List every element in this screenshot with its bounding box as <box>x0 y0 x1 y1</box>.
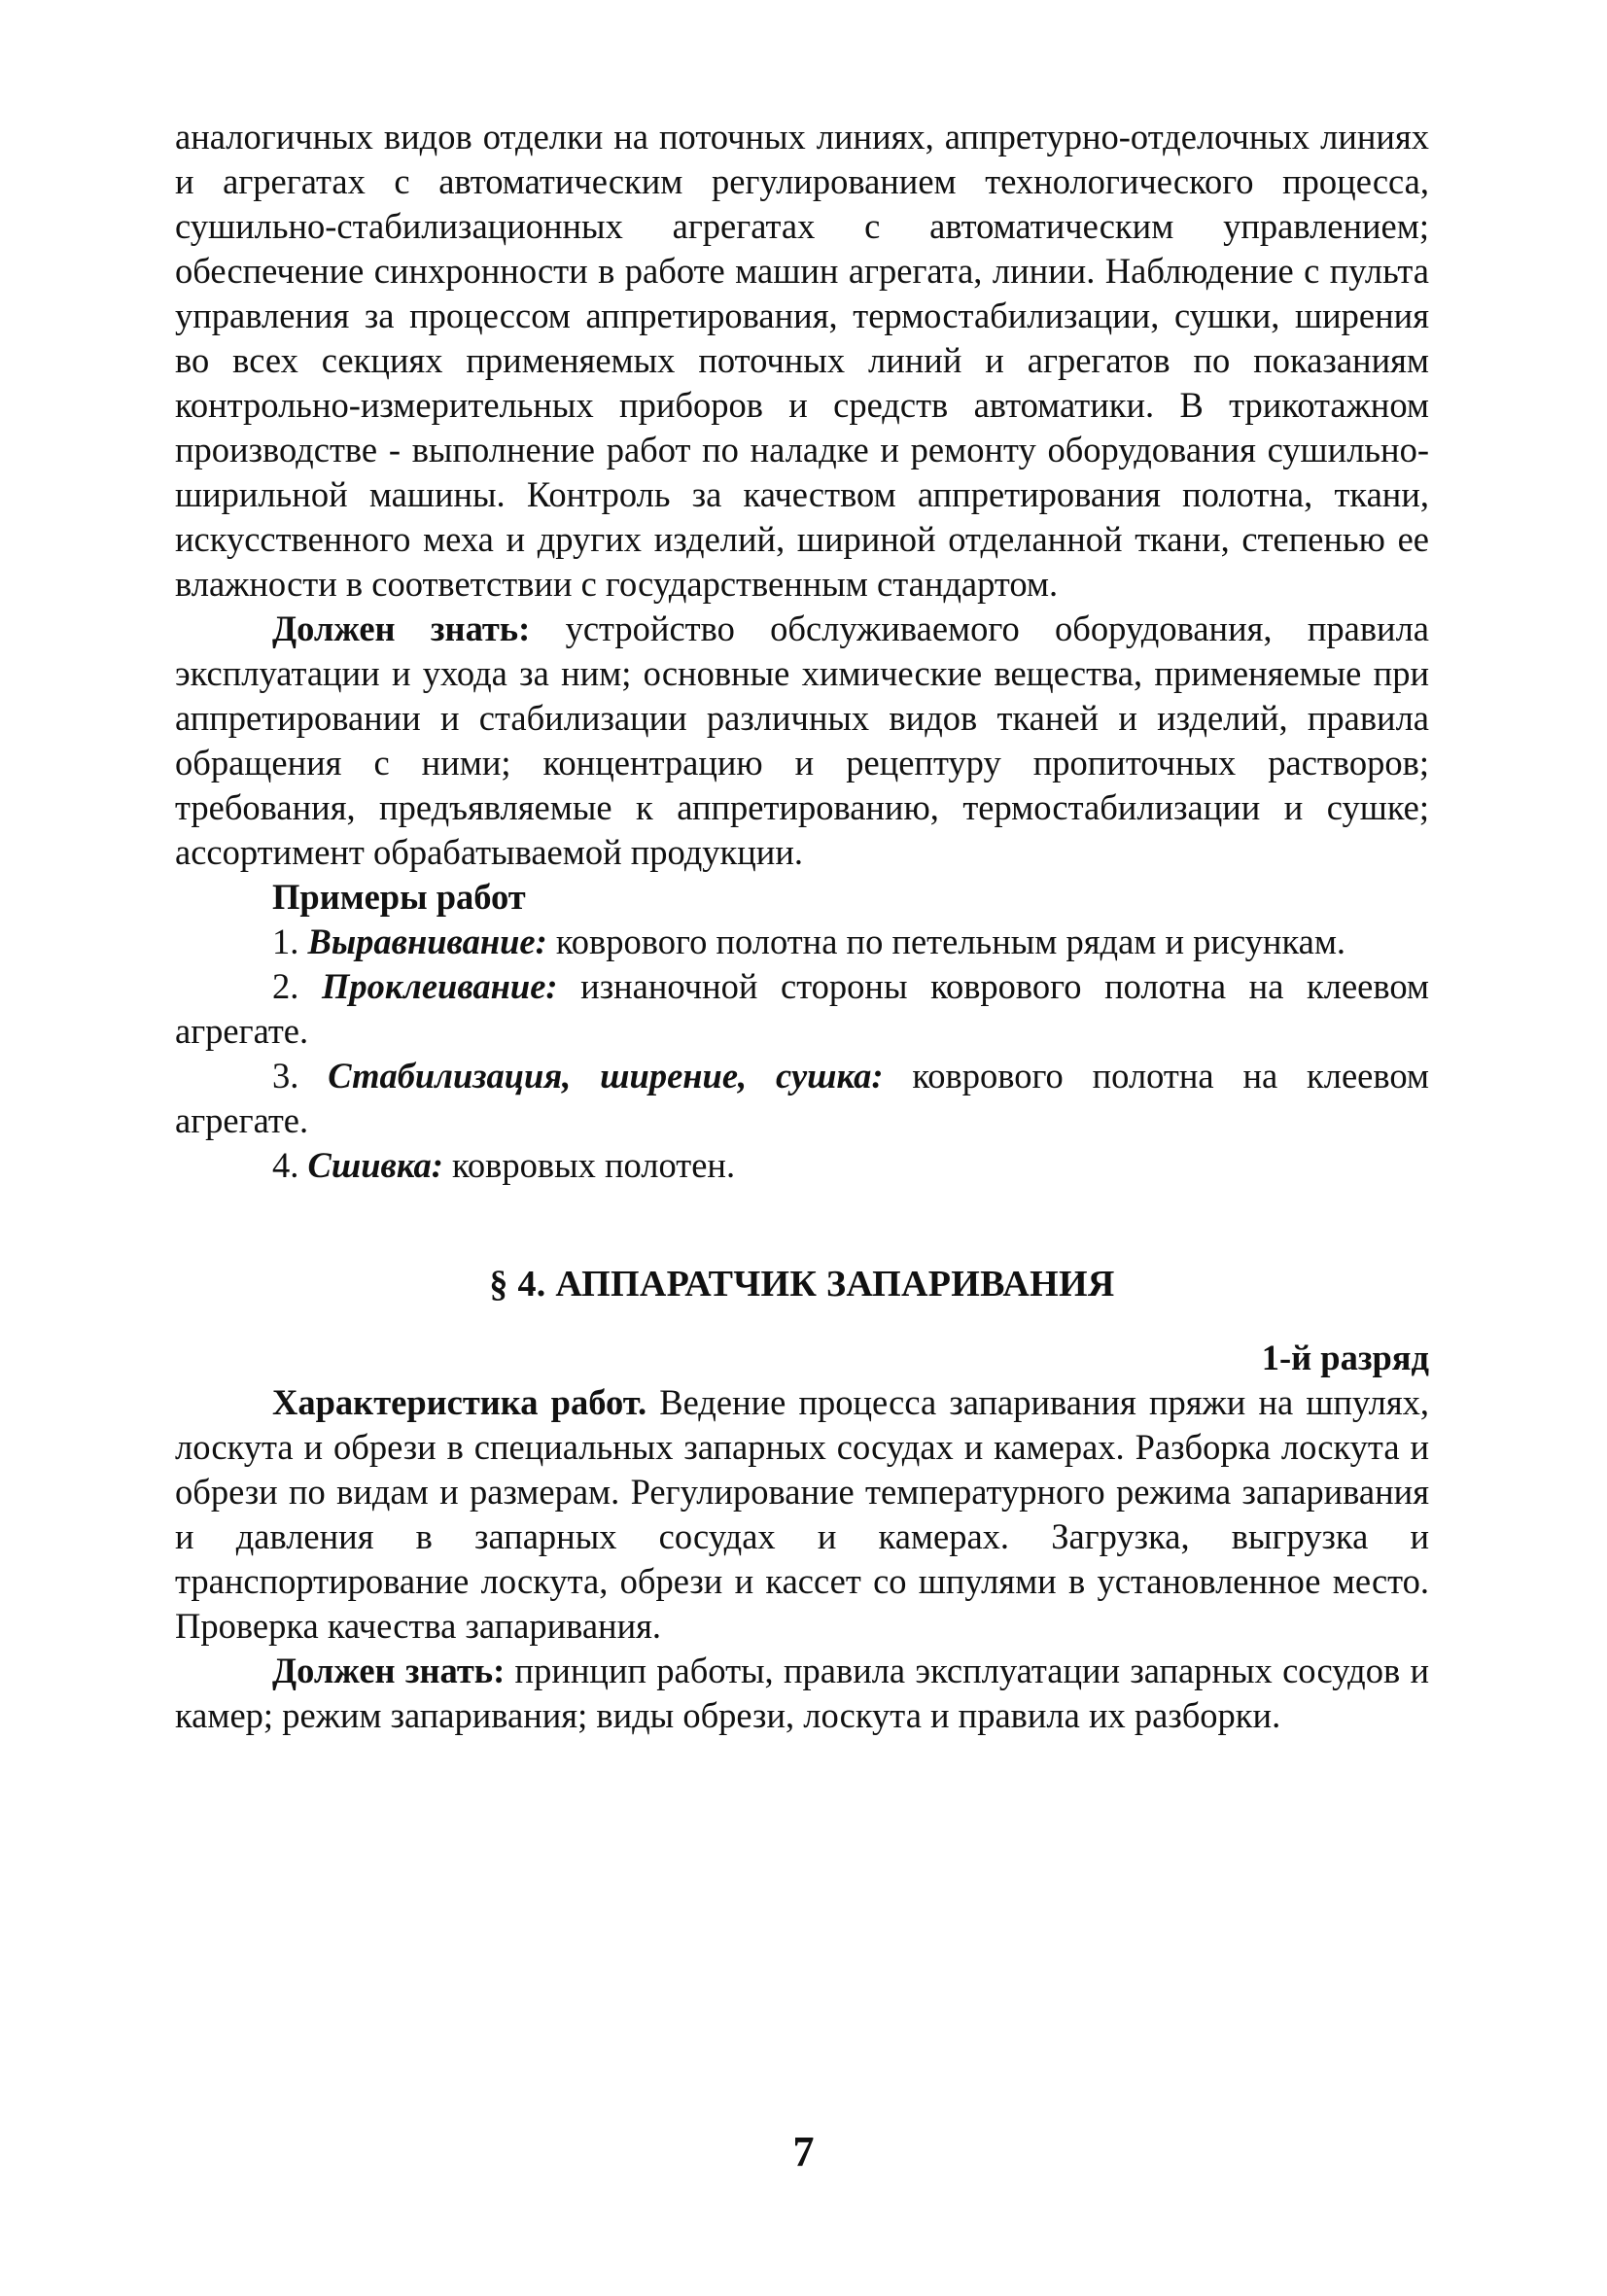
examples-title: Примеры работ <box>272 877 526 917</box>
intro-paragraph: аналогичных видов отделки на поточных линиях, аппретурно-отделочных линиях и агрегатах с автоматическим регулированием технологического процесса, сушильно-стабилизационных агрегатах с автоматическим управлением; обеспечение синхронности в работе машин агрегата, линии. Наблюдение с пульта управления за процессом аппретирования, термостабилизации, сушки, ширения во всех секциях применяемых поточных линий и агрегатов по показаниям контрольно-измерительных приборов и средств автоматики. В трикотажном производстве - выполнение работ по наладке и ремонту оборудования сушильно-ширильной машины. Контроль за качеством аппретирования полотна, ткани, искусственного меха и других изделий, шириной отделанной ткани, степенью ее влажности в соответствии с государственным стандартом. <box>175 117 1429 604</box>
example-number: 4. <box>272 1145 308 1185</box>
knowledge-paragraph <box>175 607 1429 875</box>
section-knowledge-paragraph <box>175 1649 1429 1738</box>
example-item-4 <box>175 1143 1429 1188</box>
example-number: 3. <box>272 1056 329 1096</box>
page-number: 7 <box>792 2128 815 2175</box>
grade-label: 1-й разряд <box>1261 1338 1429 1377</box>
example-text: коврового полотна по петельным рядам и рисункам. <box>546 922 1346 961</box>
example-text: изнаночной стороны коврового полотна на клеевом агрегате. <box>175 966 1429 1051</box>
section-knowledge-text: принцип работы, правила эксплуатации запарных сосудов и камер; режим запаривания; виды обрези, лоскута и правила их разборки. <box>175 1651 1429 1735</box>
section-knowledge-label: Должен знать: <box>272 1651 506 1690</box>
section-title: § 4. АППАРАТЧИК ЗАПАРИВАНИЯ <box>489 1264 1115 1305</box>
characteristics-paragraph <box>175 1380 1429 1649</box>
example-text: ковровых полотен. <box>442 1145 736 1185</box>
knowledge-label: Должен знать: <box>272 609 531 648</box>
example-term: Стабилизация, ширение, сушка: <box>328 1056 884 1096</box>
example-item-2 <box>175 964 1429 1054</box>
example-term: Выравнивание: <box>307 922 547 961</box>
example-item-3 <box>175 1054 1429 1143</box>
characteristics-label: Характеристика работ. <box>272 1382 647 1422</box>
example-item-1 <box>175 920 1429 964</box>
example-number: 1. <box>272 922 308 961</box>
example-number: 2. <box>272 966 322 1006</box>
example-text: коврового полотна на клеевом агрегате. <box>175 1056 1430 1140</box>
example-term: Проклеивание: <box>321 966 558 1006</box>
knowledge-text: устройство обслуживаемого оборудования, правила эксплуатации и ухода за ним; основные химические вещества, применяемые при аппретировании и стабилизации различных видов тканей и изделий, правила обращения с ними; концентрацию и рецептуру пропиточных растворов; требования, предъявляемые к аппретированию, термостабилизации и сушке; ассортимент обрабатываемой продукции. <box>175 609 1429 872</box>
example-term: Сшивка: <box>307 1145 443 1185</box>
characteristics-text: Ведение процесса запаривания пряжи на шпулях, лоскута и обрези в специальных запарных сосудах и камерах. Разборка лоскута и обрези по видам и размерам. Регулирование температурного режима запаривания и давления в запарных сосудах и камерах. Загрузка, выгрузка и транспортирование лоскута, обрези и кассет со шпулями в установленное место. Проверка качества запаривания. <box>175 1382 1429 1646</box>
document-page <box>175 115 1429 1738</box>
